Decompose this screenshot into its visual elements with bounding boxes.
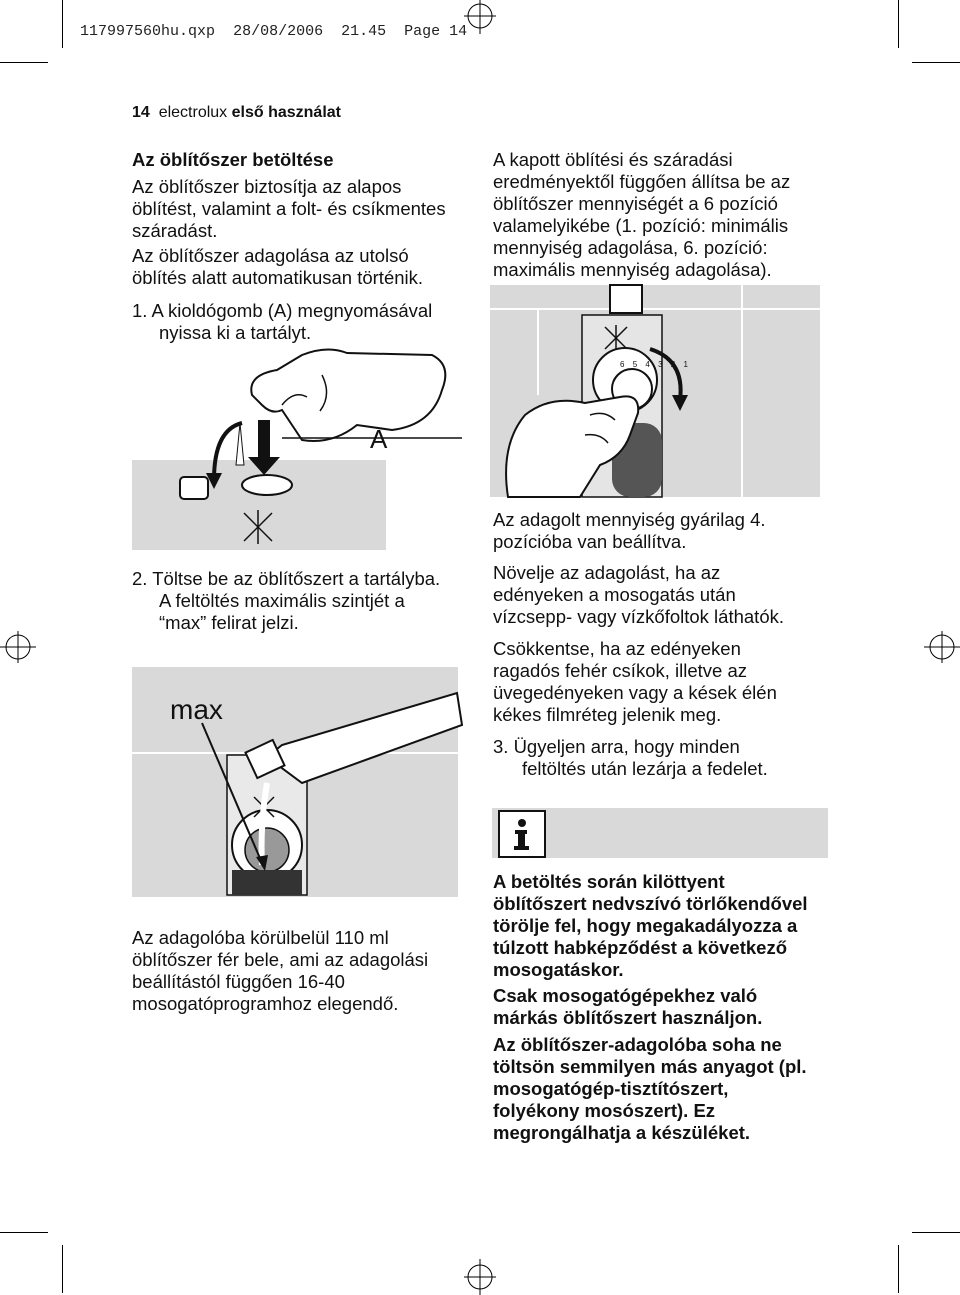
dial-number: 3: [658, 360, 666, 369]
figure-label-max: max: [170, 694, 223, 725]
text-line: mosogatáskor.: [493, 959, 624, 980]
text-line: maximális mennyiség adagolása).: [493, 259, 772, 280]
text-line: A feltöltés maximális szintjét a: [159, 590, 405, 611]
text-line: öblítőszer mennyiségét a 6 pozíció: [493, 193, 778, 214]
text-line: 2. Töltse be az öblítőszert a tartályba.: [132, 568, 441, 589]
text-line: vízcsepp- vagy vízkőfoltok láthatók.: [493, 606, 784, 627]
text-line: edényeken a mosogatás után: [493, 584, 736, 605]
dial-number: 4: [645, 360, 653, 369]
section-title: első használat: [231, 104, 341, 121]
text-line: üvegedényeken vagy a kések élén: [493, 682, 777, 703]
text-line: nyissa ki a tartályt.: [159, 322, 312, 343]
text-line: valamelyikébe (1. pozíció: minimális: [493, 215, 789, 236]
step-1: [132, 300, 432, 344]
text-line: Csak mosogatógépekhez való: [493, 985, 758, 1006]
step-3: [493, 736, 768, 780]
text-line: A betöltés során kilöttyent: [493, 871, 725, 892]
registration-mark-bottom: [460, 1255, 500, 1295]
dial-numbers: [620, 360, 691, 369]
warning-paragraph-3: [493, 1034, 807, 1144]
info-glyph: [500, 812, 544, 856]
text-line: Az öblítőszer adagolása az utolsó: [132, 245, 409, 266]
page-header: [132, 104, 341, 122]
slug-page: Page 14: [404, 23, 468, 40]
figure-dispenser-open-art: [132, 345, 462, 575]
slug-date: 28/08/2006: [233, 23, 324, 40]
slug-file: 117997560hu.qxp: [80, 23, 216, 40]
text-line: Az adagolt mennyiség gyárilag 4.: [493, 509, 766, 530]
dial-number: 2: [670, 360, 679, 369]
registration-mark-top: [460, 0, 500, 40]
text-line: Az öblítőszer-adagolóba soha ne: [493, 1034, 782, 1055]
dial-number: 6: [620, 360, 628, 369]
text-line: megrongálhatja a készüléket.: [493, 1122, 751, 1143]
text-line: mosogatóprogramhoz elegendő.: [132, 993, 399, 1014]
page-number: 14: [132, 104, 150, 121]
figure-dose-dial-art: [490, 285, 820, 497]
decrease-paragraph: [493, 638, 777, 726]
text-line: ragadós fehér csíkok, illetve az: [493, 660, 747, 681]
text-line: öblítőszert nedvszívó törlőkendővel: [493, 893, 808, 914]
text-line: száradást.: [132, 220, 218, 241]
text-line: töltsön semmilyen más anyagot (pl.: [493, 1056, 807, 1077]
text-line: márkás öblítőszert használjon.: [493, 1007, 763, 1028]
warning-paragraph-1: [493, 871, 808, 981]
text-line: 1. A kioldógomb (A) megnyomásával: [132, 300, 433, 321]
registration-mark-left: [0, 627, 40, 667]
text-line: beállítástól függően 16-40: [132, 971, 345, 992]
slug-time: 21.45: [341, 23, 387, 40]
text-line: öblítőszer fér bele, ami az adagolási: [132, 949, 429, 970]
text-line: Az adagolóba körülbelül 110 ml: [132, 927, 389, 948]
increase-paragraph: [493, 562, 784, 628]
registration-mark-right: [920, 627, 960, 667]
text-line: eredményektől függően állítsa be az: [493, 171, 791, 192]
text-line: Csökkentse, ha az edényeken: [493, 638, 741, 659]
slug-line: [62, 6, 467, 40]
text-line: 3. Ügyeljen arra, hogy minden: [493, 736, 740, 757]
factory-setting-paragraph: [493, 509, 766, 553]
text-line: Növelje az adagolást, ha az: [493, 562, 721, 583]
text-line: túlzott habképződést a következő: [493, 937, 787, 958]
figure-label-a: A: [370, 424, 388, 454]
text-line: pozícióba van beállítva.: [493, 531, 687, 552]
text-line: Az öblítőszer biztosítja az alapos: [132, 176, 402, 197]
section-heading: Az öblítőszer betöltése: [132, 149, 334, 170]
intro-paragraph-1: [132, 176, 446, 242]
text-line: “max” felirat jelzi.: [159, 612, 299, 633]
dial-number: 5: [632, 360, 641, 369]
text-line: kékes filmréteg jelenik meg.: [493, 704, 722, 725]
text-line: A kapott öblítési és száradási: [493, 149, 733, 170]
info-icon: [498, 810, 546, 858]
text-line: mennyiség adagolása, 6. pozíció:: [493, 237, 768, 258]
text-line: mosogatógép-tisztítószert,: [493, 1078, 729, 1099]
text-line: öblítést, valamint a folt- és csíkmentes: [132, 198, 446, 219]
text-line: feltöltés után lezárja a fedelet.: [522, 758, 768, 779]
text-line: törölje fel, hogy megakadályozza a: [493, 915, 798, 936]
dial-number: 1: [683, 360, 691, 369]
step-2: [132, 568, 440, 634]
dose-setting-paragraph: [493, 149, 790, 281]
warning-paragraph-2: [493, 985, 762, 1029]
text-line: öblítés alatt automatikusan történik.: [132, 267, 424, 288]
brand-name: electrolux: [158, 104, 228, 121]
capacity-note: [132, 927, 428, 1015]
text-line: folyékony mosószert). Ez: [493, 1100, 716, 1121]
intro-paragraph-2: [132, 245, 423, 289]
